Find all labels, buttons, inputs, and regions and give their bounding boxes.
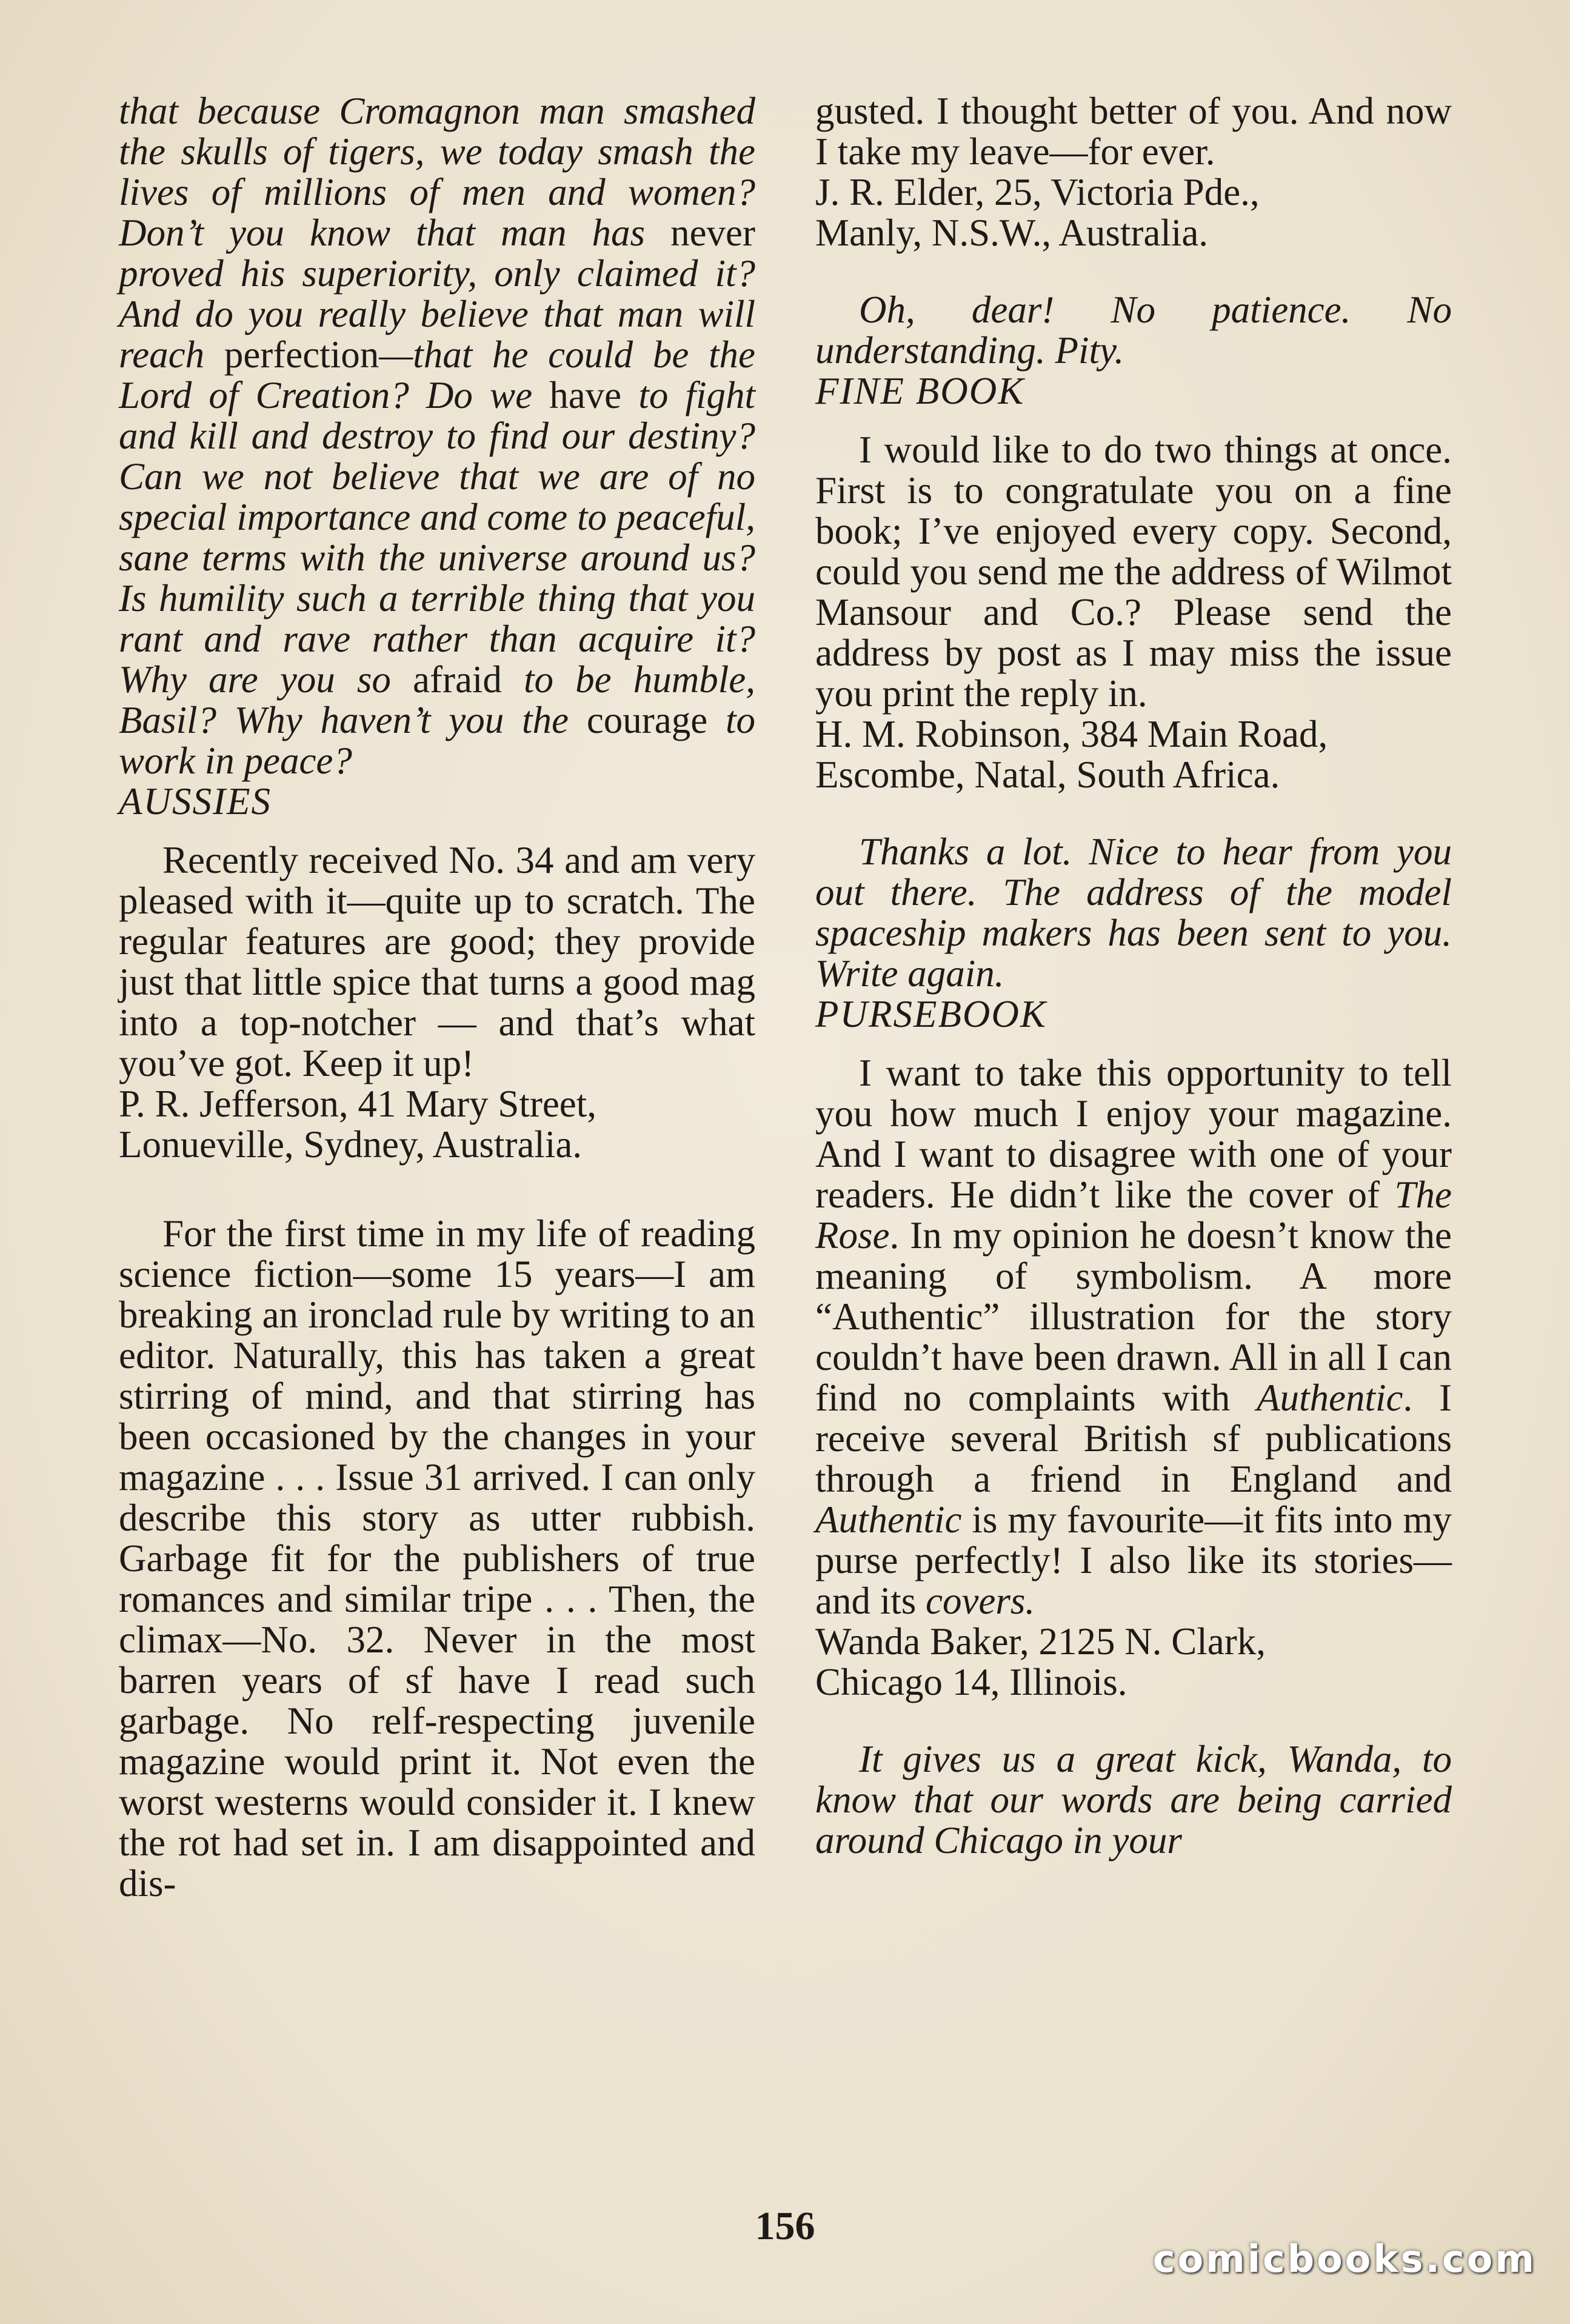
right-column xyxy=(815,91,1452,1861)
text-run: to fight and kill and destroy to find our destiny? Can we not believe that we are of no special importance and come to peaceful, sane terms with the universe around us? Is humility such a terrible thing that you rant and rave rather than acquire it? Why are you so xyxy=(119,374,756,701)
watermark: comicbooks.com xyxy=(1152,2237,1537,2281)
letter-pursebook xyxy=(815,1053,1452,1621)
text-run: proved his superiority, only claimed it? And do you really believe that man will reach xyxy=(119,252,755,376)
signature-robinson-line1: H. M. Robinson, 384 Main Road, xyxy=(815,713,1328,755)
text-run: I want to take this opportunity to tell you how much I enjoy your magazine. And I want to disagree with one of your readers. He didn’t like the cover of xyxy=(815,1052,1452,1216)
letter-aussies: Recently received No. 34 and am very pleased with it—quite up to scratch. The regular features are good; they provide just that little spice that turns a good mag into a top-notcher — and that’s what you’ve got. Keep it up! xyxy=(119,839,755,1084)
heading-fine-book: FINE BOOK xyxy=(815,370,1025,412)
signature-robinson-line2: Escombe, Natal, South Africa. xyxy=(815,753,1280,796)
text-run: . I receive several British sf publications through a friend in England and xyxy=(815,1377,1452,1500)
text-run: never xyxy=(670,212,755,254)
left-column xyxy=(119,91,755,1904)
text-run: The Rose xyxy=(815,1174,1452,1257)
text-run: courage xyxy=(586,699,708,741)
signature-elder-line1: J. R. Elder, 25, Victoria Pde., xyxy=(815,171,1260,213)
text-run: Authentic xyxy=(1257,1377,1403,1419)
signature-jefferson-line1: P. R. Jefferson, 41 Mary Street, xyxy=(119,1083,596,1125)
text-run: to be humble, Basil? Why haven’t you the xyxy=(119,658,755,741)
letter-continuation-basil xyxy=(119,91,755,781)
text-run: —that he could be the Lord of Creation? Do we xyxy=(119,333,755,416)
text-run: afraid xyxy=(413,658,502,701)
text-run: Authentic xyxy=(815,1498,962,1541)
text-run: perfection xyxy=(224,333,379,376)
page-number: 156 xyxy=(755,2204,815,2248)
signature-elder-line2: Manly, N.S.W., Australia. xyxy=(815,212,1209,254)
letter-continuation-elder: gusted. I thought better of you. And now I take my leave—for ever. xyxy=(815,90,1452,173)
text-run: that because Cromagnon man smashed the skulls of tigers, we today smash the lives of millions of men and women? Don’t you know that man has xyxy=(119,90,755,254)
heading-pursebook: PURSEBOOK xyxy=(815,993,1047,1035)
signature-baker-line2: Chicago 14, Illinois. xyxy=(815,1661,1127,1703)
editor-reply-elder: Oh, dear! No patience. No understanding. Pity. xyxy=(815,289,1452,372)
letter-fine-book: I would like to do two things at once. First is to congratulate you on a fine book; I’ve enjoyed every copy. Second, could you send me the address of Wilmot Mansour and Co.? Please send the address by post as I may miss the issue you print the reply in. xyxy=(815,429,1452,715)
editor-reply-robinson: Thanks a lot. Nice to hear from you out there. The address of the model spaceship makers has been sent to you. Write again. xyxy=(815,830,1452,995)
text-run: is my favourite—it fits into my purse perfectly! I also like its stories—and its xyxy=(815,1498,1452,1622)
text-run: covers. xyxy=(926,1580,1035,1622)
signature-jefferson-line2: Lonueville, Sydney, Australia. xyxy=(119,1123,583,1166)
signature-baker-line1: Wanda Baker, 2125 N. Clark, xyxy=(815,1620,1266,1663)
heading-aussies: AUSSIES xyxy=(119,780,272,823)
editor-reply-baker: It gives us a great kick, Wanda, to know that our words are being carried around Chicago in your xyxy=(815,1738,1452,1862)
text-run: to work in peace? xyxy=(119,699,755,782)
letter-first-time: For the first time in my life of reading science fiction—some 15 years—I am breaking an ironclad rule by writing to an editor. Naturally, this has taken a great stirring of mind, and that stirring has been occasioned by the changes in your magazine . . . Issue 31 arrived. I can only describe this story as utter rubbish. Garbage fit for the publishers of true romances and similar tripe . . . Then, the climax—No. 32. Never in the most barren years of sf have I read such garbage. No relf-respecting juvenile magazine would print it. Not even the worst westerns would consider it. I knew the rot had set in. I am disappointed and dis- xyxy=(119,1212,755,1905)
text-run: . In my opinion he doesn’t know the meaning of symbolism. A more “Authentic” illustration for the story couldn’t have been drawn. All in all I can find no complaints with xyxy=(815,1214,1452,1419)
text-run: have xyxy=(549,374,622,416)
